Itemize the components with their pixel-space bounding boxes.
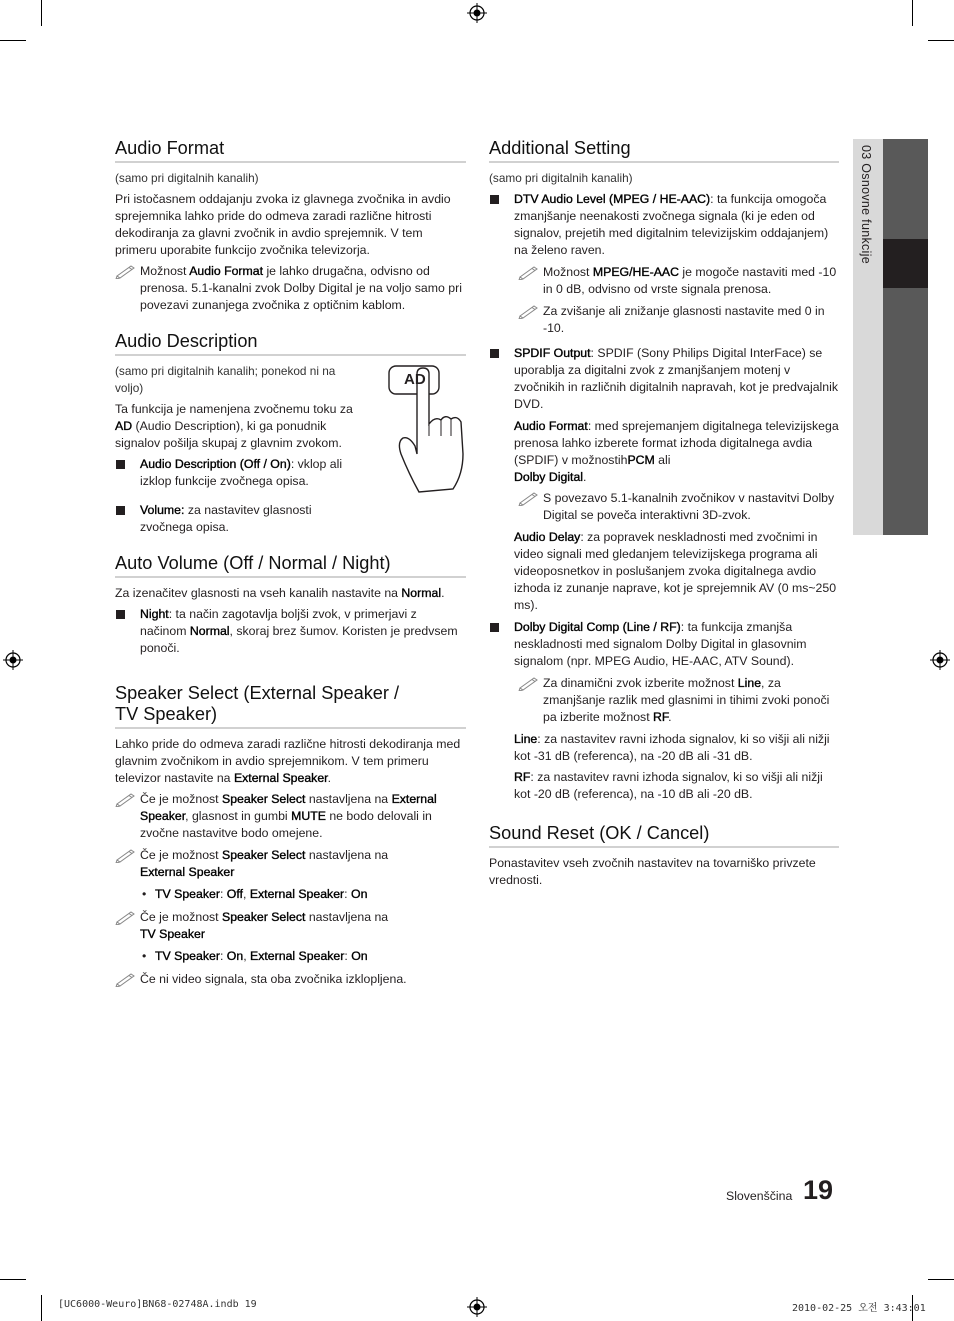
- crop-mark: [928, 40, 954, 41]
- list-item: Night: ta način zagotavlja boljši zvok, v primerjavi z načinom Normal, skoraj brez šumov. Koristen je predvsem ponoči.: [115, 606, 466, 657]
- list-item: SPDIF Output: SPDIF (Sony Philips Digital InterFace) se uporablja za digitalni zvok z zmanjšanjem motenj v zvočnikih in različnih digitalnih napravah, kot je predvajalnik DVD.: [489, 345, 839, 413]
- section-body: Ta funkcija je namenjena zvočnemu toku za AD (Audio Description), ki ga ponudnik signalov pošilja skupaj z glavnim zvokom.: [115, 402, 353, 450]
- sub-item: RF: za nastavitev ravni izhoda signalov, ki so višji ali nižji kot -20 dB (referenca), na -10 dB ali -20 dB.: [514, 770, 823, 801]
- note: Možnost MPEG/HE-AAC je mogoče nastaviti med -10 in 0 dB, odvisno od vrste signala prenosa.: [518, 264, 839, 298]
- pencil-note-icon: [518, 675, 540, 691]
- section-subtitle: (samo pri digitalnih kanalih; ponekod ni na voljo): [115, 364, 336, 395]
- pencil-note-icon: [518, 490, 540, 506]
- section-title: Audio Format: [115, 138, 466, 163]
- square-bullet-icon: [116, 506, 125, 515]
- sub-item: Line: za nastavitev ravni izhoda signalov, ki so višji ali nižji kot -31 dB (referenca), na -20 dB ali -31 dB.: [514, 732, 830, 763]
- list-item: • TV Speaker: Off, External Speaker: On: [142, 887, 368, 901]
- section-title: Audio Description: [115, 331, 466, 356]
- chapter-label: 03 Osnovne funkcije: [859, 145, 873, 264]
- note: Če je možnost Speaker Select nastavljena na External Speaker: [115, 847, 466, 881]
- sub-item: Audio Format: med sprejemanjem digitalnega televizijskega prenosa lahko izberete format izhoda digitalnega avdia (SPDIF) v možnostihPCM ali Dolby Digital.: [514, 419, 839, 484]
- right-column: [489, 138, 839, 906]
- pencil-note-icon: [518, 264, 540, 280]
- square-bullet-icon: [490, 349, 499, 358]
- section-body: Za izenačitev glasnosti na vseh kanalih nastavite na Normal.: [115, 586, 445, 600]
- note: Možnost Audio Format je lahko drugačna, odvisno od prenosa. 5.1-kanalni zvok Dolby Digital je na voljo samo pri povezavi zunanjega zvočnika z optičnim kablom.: [115, 263, 466, 314]
- section-audio-description: [115, 331, 466, 536]
- pencil-note-icon: [518, 303, 540, 319]
- square-bullet-icon: [490, 195, 499, 204]
- note: Če je možnost Speaker Select nastavljena na TV Speaker: [115, 909, 466, 943]
- registration-mark-icon: [467, 3, 487, 23]
- section-title: Additional Setting: [489, 138, 839, 163]
- square-bullet-icon: [490, 623, 499, 632]
- crop-mark: [928, 1279, 954, 1280]
- note: S povezavo 5.1-kanalnih zvočnikov v nastavitvi Dolby Digital se poveča interaktivni 3D-zvok.: [518, 490, 839, 524]
- bullet-dot-icon: •: [142, 949, 147, 963]
- list-item: • TV Speaker: On, External Speaker: On: [142, 949, 368, 963]
- print-slug-left: [UC6000-Weuro]BN68-02748A.indb 19: [58, 1299, 257, 1310]
- note: Če je možnost Speaker Select nastavljena na External Speaker, glasnost in gumbi MUTE ne bodo delovali in zvočne nastavitve bodo omejene.: [115, 791, 466, 842]
- list-item: Audio Description (Off / On): vklop ali izklop funkcije zvočnega opisa.: [115, 456, 363, 490]
- section-body: Ponastavitev vseh zvočnih nastavitev na tovarniško privzete vrednosti.: [489, 856, 816, 887]
- note: Za zvišanje ali znižanje glasnosti nastavite med 0 in -10.: [518, 303, 839, 337]
- pencil-note-icon: [115, 263, 137, 279]
- registration-mark-icon: [3, 650, 23, 670]
- section-sound-reset: [489, 823, 839, 889]
- pencil-note-icon: [115, 909, 137, 925]
- section-speaker-select: [115, 683, 466, 988]
- page-number: 19: [803, 1175, 834, 1205]
- crop-mark: [41, 0, 42, 26]
- crop-mark: [912, 0, 913, 26]
- list-item: Dolby Digital Comp (Line / RF): ta funkcija zmanjša neskladnosti med signalom Dolby Digital in glasovnim signalom (npr. MPEG Audio, HE-AAC, ATV Sound).: [489, 619, 839, 670]
- footer-language: Slovenščina: [726, 1189, 793, 1203]
- section-title: Sound Reset (OK / Cancel): [489, 823, 839, 848]
- list-item: DTV Audio Level (MPEG / HE-AAC): ta funkcija omogoča zmanjšanje neenakosti zvočnega signala (ki je eden od signalov, prejetih med digitalnim televizijskim oddajanjem) na želeno raven.: [489, 191, 839, 259]
- pencil-note-icon: [115, 847, 137, 863]
- section-title: Auto Volume (Off / Normal / Night): [115, 553, 466, 578]
- section-title: Speaker Select (External Speaker / TV Speaker): [115, 683, 466, 729]
- registration-mark-icon: [930, 650, 950, 670]
- pencil-note-icon: [115, 791, 137, 807]
- list-item: Volume: za nastavitev glasnosti zvočnega opisa.: [115, 502, 363, 536]
- crop-mark: [0, 1279, 26, 1280]
- pencil-note-icon: [115, 971, 137, 987]
- section-subtitle: (samo pri digitalnih kanalih): [489, 171, 633, 185]
- crop-mark: [0, 40, 26, 41]
- section-body: Pri istočasnem oddajanju zvoka iz glavnega zvočnika in avdio sprejemnika lahko pride do odmeva zaradi različne hitrosti dekodiranja za glavni zvočnik in avdio sprejemnik. V tem primeru uporabite funkcijo zvočnika televizorja.: [115, 192, 451, 257]
- section-body: Lahko pride do odmeva zaradi različne hitrosti dekodiranja med glavnim zvočnikom in avdio sprejemnikom. V tem primeru televizor nastavite na External Speaker.: [115, 737, 461, 785]
- left-column: [115, 138, 466, 1005]
- sub-item: Audio Delay: za popravek neskladnosti med zvočnimi in video signali med gledanjem televizijskega programa ali videoposnetkov in poslušanjem zvoka digitalnega avdio izhoda iz zunanje naprave, kot je sprejemnik AV (0 ms~250 ms).: [514, 530, 837, 612]
- section-audio-format: [115, 138, 466, 314]
- bullet-dot-icon: •: [142, 887, 147, 901]
- section-auto-volume: [115, 553, 466, 657]
- remote-hand-pressing-ad-button-icon: [387, 364, 467, 496]
- registration-mark-icon: [467, 1297, 487, 1317]
- print-slug-right: 2010-02-25 오전 3:43:01: [792, 1303, 926, 1314]
- chapter-side-tab: [853, 139, 928, 535]
- note: Za dinamični zvok izberite možnost Line, za zmanjšanje razlik med glasnimi in tihimi zvoki ponoči pa izberite možnost RF.: [518, 675, 839, 726]
- section-additional-setting: [489, 138, 839, 803]
- square-bullet-icon: [116, 610, 125, 619]
- section-subtitle: (samo pri digitalnih kanalih): [115, 171, 259, 185]
- square-bullet-icon: [116, 460, 125, 469]
- crop-mark: [41, 1295, 42, 1321]
- ad-button-label: AD: [404, 371, 426, 388]
- note: Če ni video signala, sta oba zvočnika izklopljena.: [115, 971, 466, 988]
